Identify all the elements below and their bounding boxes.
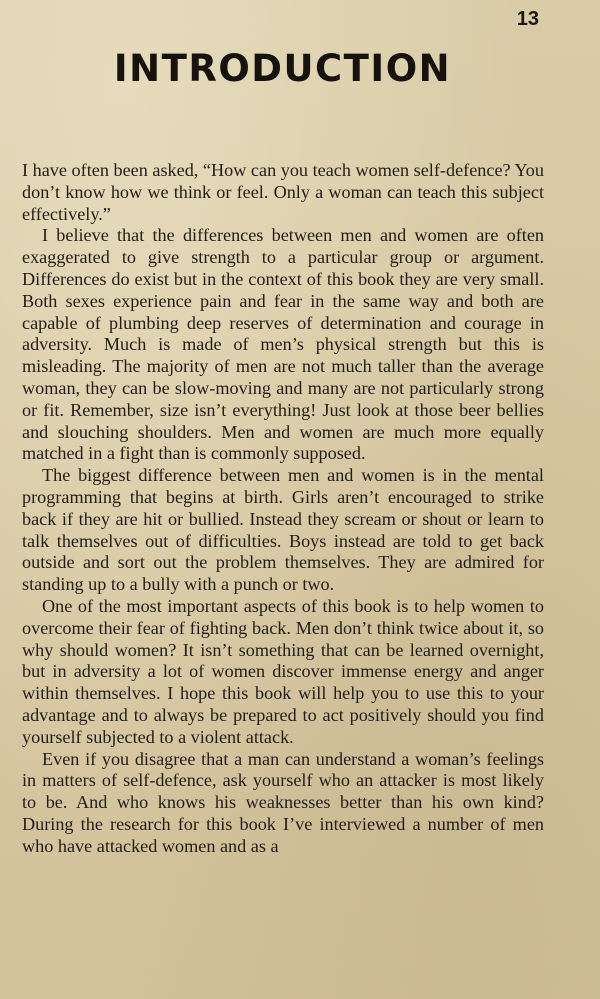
paragraph-5: Even if you disagree that a man can understand a woman’s feelings in matters of self-defence, ask yourself who an attacker is most likely to be. And who knows his weaknesses better than his own kind? During the research for this book I’ve interviewed a number of men who have attacked women and as a bbox=[22, 748, 544, 856]
paragraph-2: I believe that the differences between men and women are often exaggerated to give strength to a particular group or argument. Differences do exist but in the context of this book they are very small. Both sexes experience pain and fear in the same way and both are capable of plumbing deep reserves of determination and courage in adversity. Much is made of men’s physical strength but this is misleading. The majority of men are not much taller than the average woman, they can be slow-moving and many are not particularly strong or fit. Remember, size isn’t everything! Just look at those beer bellies and slouching shoulders. Men and women are much more equally matched in a fight than is commonly supposed. bbox=[22, 225, 544, 464]
paragraph-4: One of the most important aspects of this book is to help women to overcome their fear of fighting back. Men don’t think twice about it, so why should women? It isn’t something that can be learned overnight, but in adversity a lot of women discover immense energy and anger within themselves. I hope this book will help you to use this to your advantage and to always be prepared to act positively should you find yourself subjected to a violent attack. bbox=[22, 595, 544, 747]
chapter-title: INTRODUCTION bbox=[113, 47, 452, 90]
page-number: 13 bbox=[516, 8, 539, 30]
paragraph-3: The biggest difference between men and women is in the mental programming that begins at birth. Girls aren’t encouraged to strike back if they are hit or bullied. Instead they scream or shout or learn to talk themselves out of difficulties. Boys instead are told to get back outside and sort out the problem themselves. They are admired for standing up to a bully with a punch or two. bbox=[22, 465, 544, 595]
paragraph-1: I have often been asked, “How can you teach women self-defence? You don’t know how we think or feel. Only a woman can teach this subject effectively.” bbox=[22, 160, 544, 224]
body-text bbox=[22, 160, 544, 858]
